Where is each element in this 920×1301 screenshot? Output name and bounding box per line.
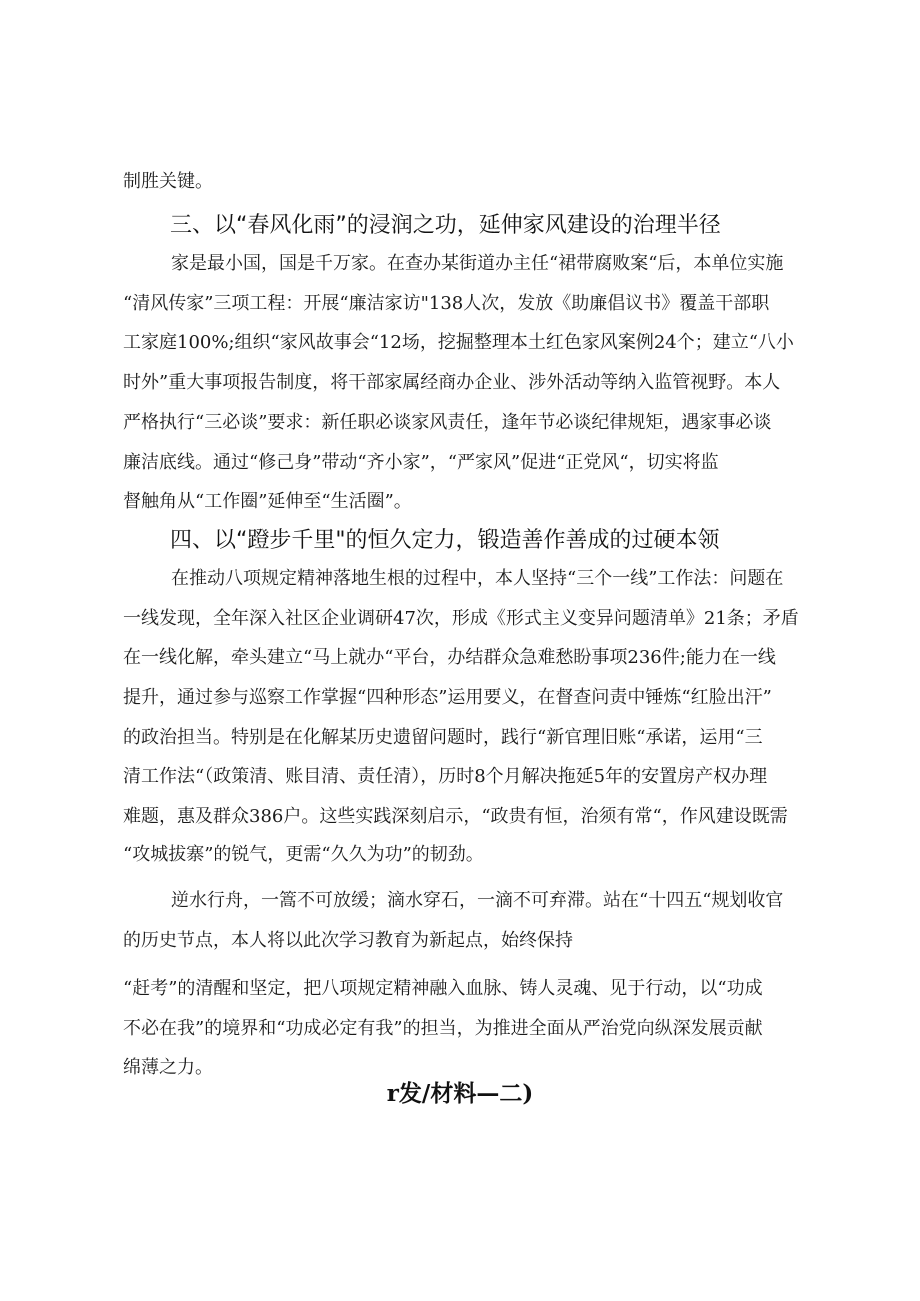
paragraph-line: 制胜关键。 bbox=[123, 171, 213, 192]
paragraph-line: “清风传家”三项工程：开展“廉洁家访"138人次，发放《助廉倡议书》覆盖干部职 bbox=[123, 293, 770, 314]
paragraph-line: “攻城拔寨”的锐气，更需“久久为功”的韧劲。 bbox=[123, 844, 484, 865]
paragraph-line: 家是最小国，国是千万家。在查办某街道办主任“裙带腐败案“后，本单位实施 bbox=[171, 253, 784, 274]
paragraph-line: 在推动八项规定精神落地生根的过程中，本人坚持“三个一线”工作法：问题在 bbox=[171, 568, 784, 589]
paragraph-line: 不必在我”的境界和“功成必定有我”的担当，为推进全面从严治党向纵深发展贡献 bbox=[123, 1018, 763, 1039]
paragraph-line: 清工作法“（政策清、账目清、责任清），历时8个月解决拖延5年的安置房产权办理 bbox=[123, 766, 768, 787]
paragraph-line: 督触角从“工作圈”延伸至“生活圈”。 bbox=[123, 491, 412, 512]
section-heading-3: 三、以“春风化雨”的浸润之功，延伸家风建设的治理半径 bbox=[170, 213, 721, 238]
paragraph-line: 难题，惠及群众386户。这些实践深刻启示，“政贵有恒，治须有常“，作风建设既需 bbox=[123, 806, 788, 827]
attachment-label: r发/材料—二) bbox=[386, 1080, 534, 1107]
section-heading-4: 四、以“蹬步千里"的恒久定力，锻造善作善成的过硬本领 bbox=[170, 528, 720, 553]
paragraph-line: 逆水行舟，一篙不可放缓；滴水穿石，一滴不可弃滞。站在“十四五“规划收官 bbox=[171, 890, 784, 911]
paragraph-line: 工家庭100%;组织“家风故事会“12场，挖掘整理本土红色家风案例24个；建立“八小 bbox=[123, 332, 794, 353]
paragraph-line: 绵薄之力。 bbox=[123, 1057, 213, 1078]
paragraph-line: 的政治担当。特别是在化解某历史遗留问题时，践行“新官理旧账“承诺，运用“三 bbox=[123, 727, 763, 748]
paragraph-line: 提升，通过参与巡察工作掌握“四种形态”运用要义，在督查问责中锤炼“红脸出汗” bbox=[123, 687, 772, 708]
paragraph-line: 严格执行“三必谈”要求：新任职必谈家风责任，逢年节必谈纪律规矩，遇家事必谈 bbox=[123, 412, 772, 433]
paragraph-line: “赶考”的清醒和坚定，把八项规定精神融入血脉、铸人灵魂、见于行动，以“功成 bbox=[123, 978, 763, 999]
paragraph-line: 一线发现，全年深入社区企业调研47次，形成《形式主义变异问题清单》21条；矛盾 bbox=[123, 608, 799, 629]
paragraph-line: 在一线化解，牵头建立“马上就办“平台，办结群众急难愁盼事项236件;能力在一线 bbox=[123, 647, 776, 668]
paragraph-line: 的历史节点，本人将以此次学习教育为新起点，始终保持 bbox=[123, 930, 573, 951]
paragraph-line: 时外”重大事项报告制度，将干部家属经商办企业、涉外活动等纳入监管视野。本人 bbox=[123, 372, 781, 393]
paragraph-line: 廉洁底线。通过“修己身”带动“齐小家”，“严家风”促进“正党风“，切实将监 bbox=[123, 452, 719, 473]
